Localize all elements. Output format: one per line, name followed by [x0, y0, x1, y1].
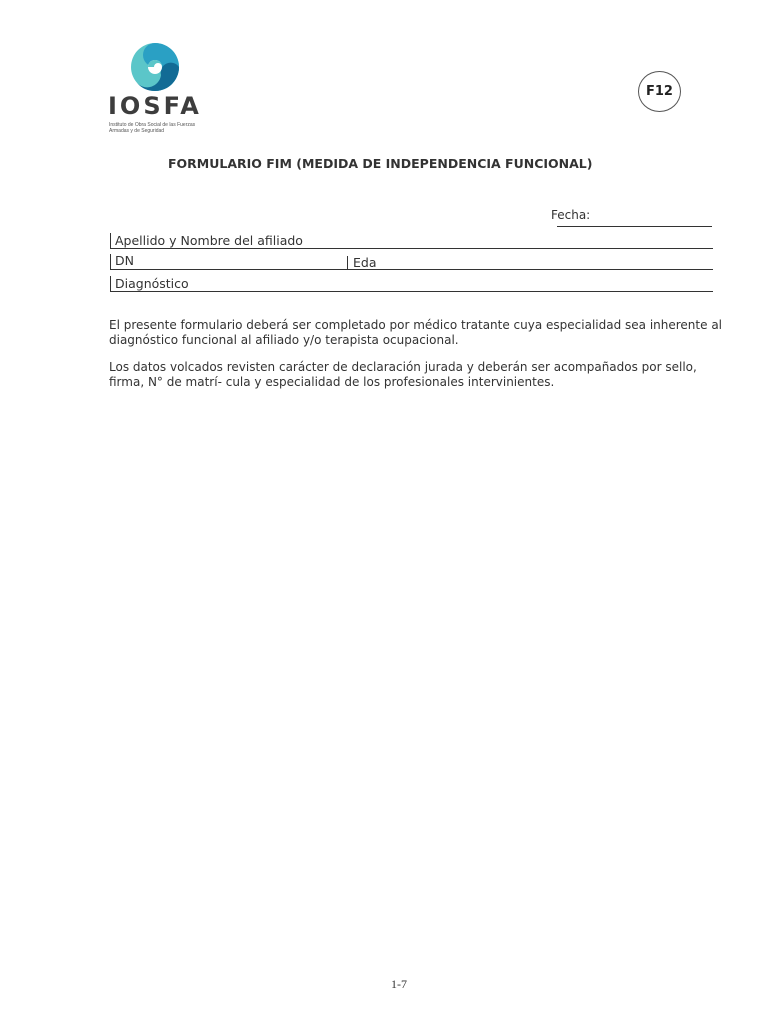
form-code-badge: F12 — [638, 71, 681, 112]
dn-label: DN — [115, 253, 134, 268]
logo-wordmark: IOSFA — [108, 92, 202, 120]
logo-subtitle: Instituto de Obra Social de las Fuerzas Armadas y de Seguridad — [109, 122, 196, 134]
fecha-field[interactable] — [557, 226, 712, 227]
fecha-label: Fecha: — [551, 208, 591, 222]
iosfa-logo-mark-icon — [128, 40, 182, 94]
instructions-paragraph: El presente formulario deberá ser completado por médico tratante cuya especialidad sea inherente al diagnóstico funcional al afiliado y/o terapista ocupacional. — [109, 318, 723, 347]
eda-label: Eda — [353, 255, 377, 270]
field-divider — [347, 256, 348, 269]
apellido-nombre-field[interactable] — [110, 233, 713, 249]
diagnostico-label: Diagnóstico — [115, 276, 189, 291]
apellido-nombre-label: Apellido y Nombre del afiliado — [115, 233, 303, 248]
diagnostico-field[interactable] — [110, 276, 713, 292]
iosfa-logo — [108, 40, 218, 140]
dn-eda-row — [110, 254, 713, 270]
page-title: FORMULARIO FIM (MEDIDA DE INDEPENDENCIA FUNCIONAL) — [168, 156, 593, 171]
declaration-paragraph: Los datos volcados revisten carácter de declaración jurada y deberán ser acompañados por sello, firma, N° de matrí- cula y especialidad de los profesionales intervinientes. — [109, 360, 697, 389]
page-number: 1-7 — [391, 977, 407, 991]
